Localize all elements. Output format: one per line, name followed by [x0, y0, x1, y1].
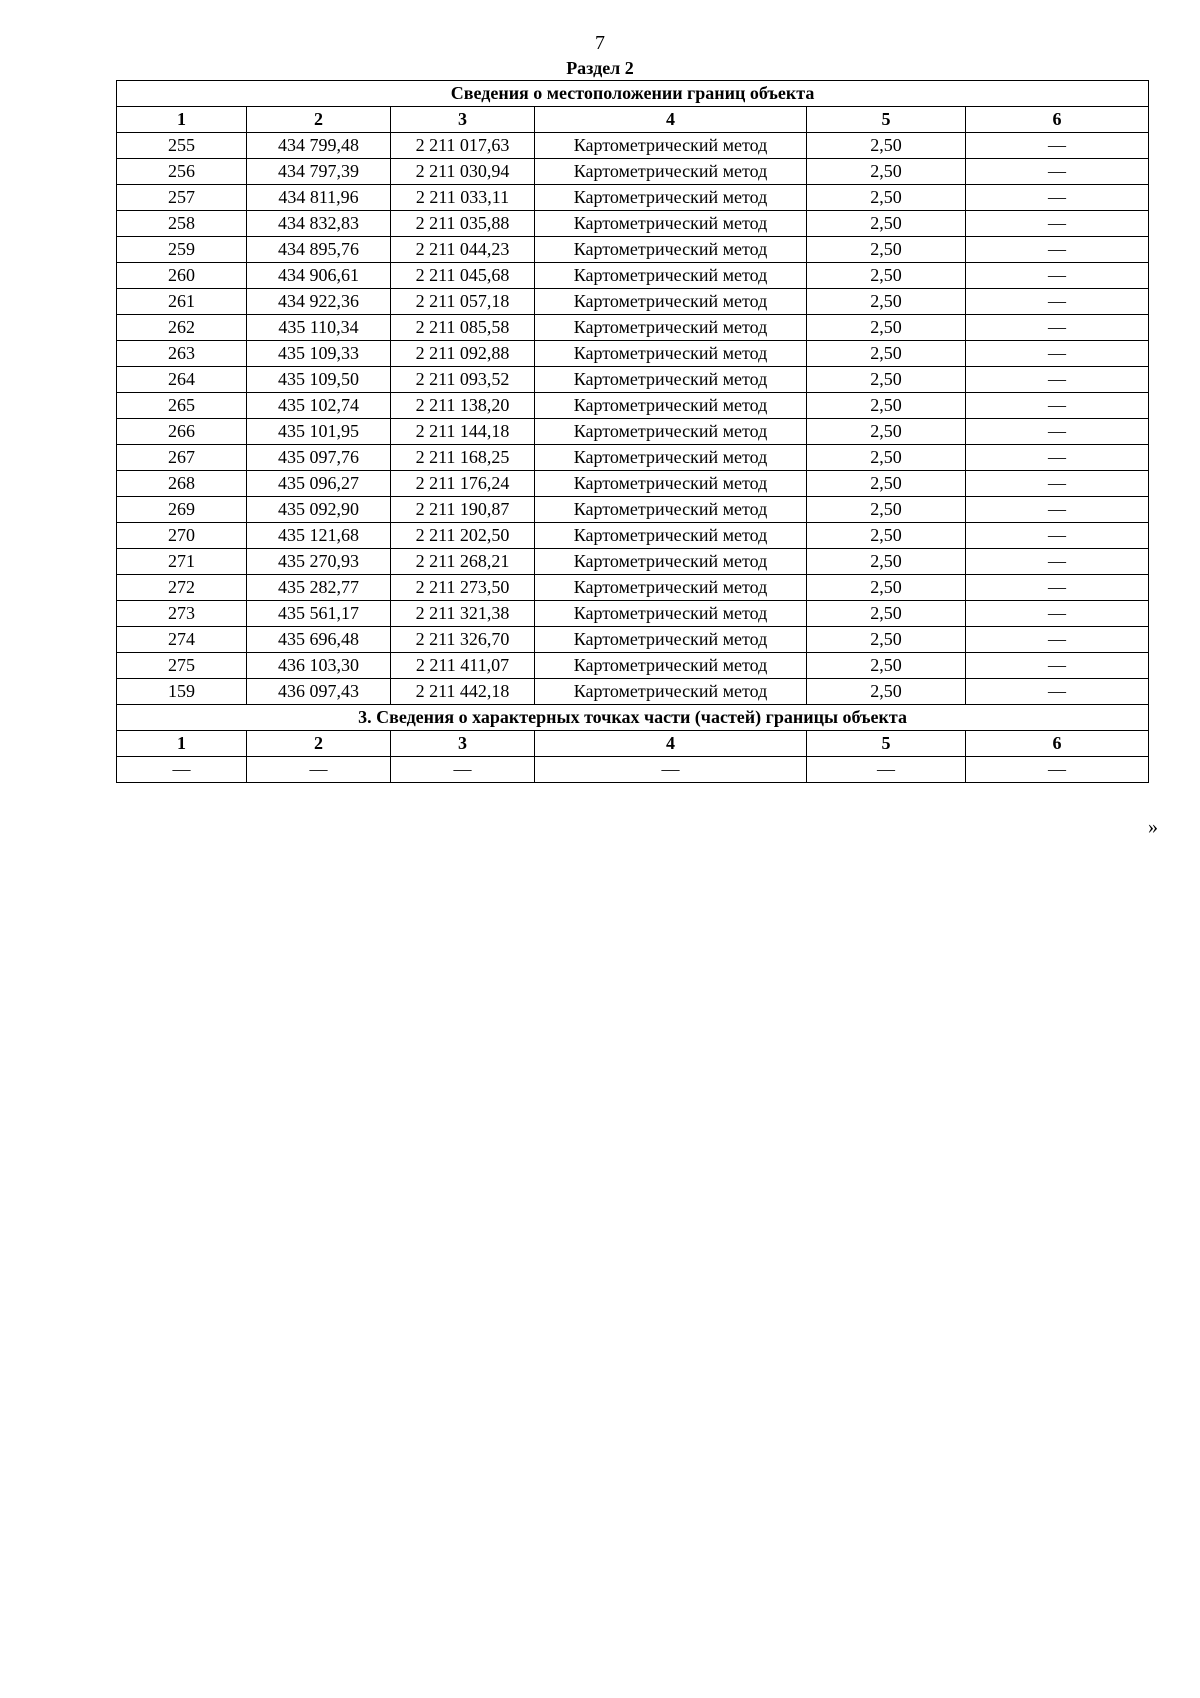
- table-cell: 2 211 033,11: [391, 185, 535, 211]
- table-cell: 435 109,33: [247, 341, 391, 367]
- table-cell: 2,50: [807, 263, 966, 289]
- table-cell: —: [966, 627, 1149, 653]
- table-cell: 434 906,61: [247, 263, 391, 289]
- table-cell: 436 103,30: [247, 653, 391, 679]
- table-cell: 257: [117, 185, 247, 211]
- table-cell: 2 211 093,52: [391, 367, 535, 393]
- table-cell: 2 211 268,21: [391, 549, 535, 575]
- column-header: 2: [247, 731, 391, 757]
- table-row: [117, 757, 1149, 783]
- table-cell: —: [117, 757, 247, 783]
- table-row: [117, 185, 1149, 211]
- table-cell: 435 101,95: [247, 419, 391, 445]
- table-cell: Картометрический метод: [535, 601, 807, 627]
- table-row: [117, 549, 1149, 575]
- table-cell: —: [966, 445, 1149, 471]
- table-cell: 435 121,68: [247, 523, 391, 549]
- table-cell: 275: [117, 653, 247, 679]
- table-cell: 267: [117, 445, 247, 471]
- table-cell: —: [391, 757, 535, 783]
- table-cell: 255: [117, 133, 247, 159]
- column-header: 3: [391, 107, 535, 133]
- table-cell: —: [966, 289, 1149, 315]
- header-row: [117, 107, 1149, 133]
- table-cell: Картометрический метод: [535, 575, 807, 601]
- table-row: [117, 497, 1149, 523]
- column-header: 4: [535, 731, 807, 757]
- table-cell: 436 097,43: [247, 679, 391, 705]
- table-cell: 264: [117, 367, 247, 393]
- table-cell: 2,50: [807, 679, 966, 705]
- section3-header-row: [117, 731, 1149, 757]
- table-cell: 265: [117, 393, 247, 419]
- table-cell: 2 211 017,63: [391, 133, 535, 159]
- table-cell: —: [966, 211, 1149, 237]
- table-cell: 2 211 176,24: [391, 471, 535, 497]
- table-cell: 274: [117, 627, 247, 653]
- table-row: [117, 601, 1149, 627]
- table-cell: —: [966, 757, 1149, 783]
- table-cell: Картометрический метод: [535, 445, 807, 471]
- table-cell: —: [966, 133, 1149, 159]
- table-cell: 2,50: [807, 393, 966, 419]
- table-cell: —: [966, 315, 1149, 341]
- column-header: 1: [117, 107, 247, 133]
- table-cell: 2 211 045,68: [391, 263, 535, 289]
- table-cell: 256: [117, 159, 247, 185]
- column-header: 2: [247, 107, 391, 133]
- table-row: [117, 679, 1149, 705]
- table-cell: 434 895,76: [247, 237, 391, 263]
- table-cell: 2,50: [807, 419, 966, 445]
- table-cell: 434 832,83: [247, 211, 391, 237]
- table-row: [117, 419, 1149, 445]
- table-cell: —: [966, 679, 1149, 705]
- table-cell: 271: [117, 549, 247, 575]
- column-header: 5: [807, 107, 966, 133]
- table-cell: 2 211 138,20: [391, 393, 535, 419]
- table-row: [117, 211, 1149, 237]
- table-cell: 272: [117, 575, 247, 601]
- table-cell: 2,50: [807, 315, 966, 341]
- table-cell: 2 211 044,23: [391, 237, 535, 263]
- column-header: 5: [807, 731, 966, 757]
- table-cell: Картометрический метод: [535, 211, 807, 237]
- table-cell: 2,50: [807, 185, 966, 211]
- table-cell: —: [966, 497, 1149, 523]
- table-cell: 2 211 057,18: [391, 289, 535, 315]
- table-cell: 2,50: [807, 549, 966, 575]
- table-cell: —: [966, 471, 1149, 497]
- table-cell: —: [966, 549, 1149, 575]
- table-cell: Картометрический метод: [535, 341, 807, 367]
- table-row: [117, 341, 1149, 367]
- table-row: [117, 159, 1149, 185]
- table-cell: —: [807, 757, 966, 783]
- table-cell: 434 799,48: [247, 133, 391, 159]
- table-cell: 2,50: [807, 601, 966, 627]
- table-cell: 2,50: [807, 627, 966, 653]
- table-cell: 2,50: [807, 159, 966, 185]
- table-row: [117, 471, 1149, 497]
- table-cell: Картометрический метод: [535, 549, 807, 575]
- table-cell: Картометрический метод: [535, 497, 807, 523]
- table-cell: Картометрический метод: [535, 419, 807, 445]
- table-row: [117, 653, 1149, 679]
- table-row: [117, 627, 1149, 653]
- table-cell: —: [966, 367, 1149, 393]
- table-cell: Картометрический метод: [535, 653, 807, 679]
- table-caption-row: [117, 81, 1149, 107]
- table-cell: —: [247, 757, 391, 783]
- table-cell: —: [966, 419, 1149, 445]
- table-row: [117, 575, 1149, 601]
- table-cell: 259: [117, 237, 247, 263]
- table-row: [117, 263, 1149, 289]
- column-header: 6: [966, 731, 1149, 757]
- column-header: 3: [391, 731, 535, 757]
- table-cell: Картометрический метод: [535, 471, 807, 497]
- table-cell: Картометрический метод: [535, 315, 807, 341]
- table-cell: —: [966, 601, 1149, 627]
- table-cell: Картометрический метод: [535, 679, 807, 705]
- column-header: 1: [117, 731, 247, 757]
- table-cell: —: [966, 237, 1149, 263]
- table-cell: 435 102,74: [247, 393, 391, 419]
- table-cell: 2,50: [807, 133, 966, 159]
- table-cell: 2 211 411,07: [391, 653, 535, 679]
- table-cell: Картометрический метод: [535, 185, 807, 211]
- table-cell: 435 110,34: [247, 315, 391, 341]
- table-cell: —: [966, 341, 1149, 367]
- table-cell: 2,50: [807, 497, 966, 523]
- table-cell: 435 270,93: [247, 549, 391, 575]
- table-cell: 434 811,96: [247, 185, 391, 211]
- table-cell: 2,50: [807, 341, 966, 367]
- table-cell: 2,50: [807, 445, 966, 471]
- table-cell: 435 696,48: [247, 627, 391, 653]
- table-row: [117, 445, 1149, 471]
- table-cell: 2,50: [807, 237, 966, 263]
- table-cell: 435 092,90: [247, 497, 391, 523]
- table-cell: 260: [117, 263, 247, 289]
- table-cell: 273: [117, 601, 247, 627]
- table-cell: 258: [117, 211, 247, 237]
- table-cell: Картометрический метод: [535, 523, 807, 549]
- table-cell: Картометрический метод: [535, 159, 807, 185]
- table-cell: Картометрический метод: [535, 289, 807, 315]
- table-cell: —: [966, 263, 1149, 289]
- table-cell: 435 096,27: [247, 471, 391, 497]
- table-row: [117, 237, 1149, 263]
- table-cell: 2 211 144,18: [391, 419, 535, 445]
- table-cell: 2 211 030,94: [391, 159, 535, 185]
- table-cell: 2 211 035,88: [391, 211, 535, 237]
- table-cell: —: [966, 159, 1149, 185]
- table-cell: 261: [117, 289, 247, 315]
- section3-caption: 3. Сведения о характерных точках части (частей) границы объекта: [117, 705, 1149, 731]
- table-cell: 2,50: [807, 367, 966, 393]
- table-cell: 2 211 202,50: [391, 523, 535, 549]
- table-row: [117, 367, 1149, 393]
- table-cell: Картометрический метод: [535, 237, 807, 263]
- table-cell: 2 211 273,50: [391, 575, 535, 601]
- table-row: [117, 289, 1149, 315]
- table-cell: Картометрический метод: [535, 367, 807, 393]
- table-cell: 268: [117, 471, 247, 497]
- table-cell: 2 211 085,58: [391, 315, 535, 341]
- table-cell: 2,50: [807, 471, 966, 497]
- table-cell: 2 211 190,87: [391, 497, 535, 523]
- table-cell: —: [966, 393, 1149, 419]
- table-cell: 2,50: [807, 653, 966, 679]
- table-cell: 263: [117, 341, 247, 367]
- table-cell: 435 561,17: [247, 601, 391, 627]
- table-cell: 262: [117, 315, 247, 341]
- table-row: [117, 315, 1149, 341]
- table-cell: —: [966, 185, 1149, 211]
- table-cell: 2,50: [807, 575, 966, 601]
- table-cell: —: [966, 653, 1149, 679]
- table-row: [117, 133, 1149, 159]
- table-cell: 435 097,76: [247, 445, 391, 471]
- table-cell: 2 211 442,18: [391, 679, 535, 705]
- table-cell: Картометрический метод: [535, 133, 807, 159]
- closing-quote: »: [1148, 816, 1158, 838]
- table-cell: —: [966, 523, 1149, 549]
- column-header: 4: [535, 107, 807, 133]
- table-cell: 159: [117, 679, 247, 705]
- table-row: [117, 393, 1149, 419]
- table-cell: 2,50: [807, 523, 966, 549]
- table-caption: Сведения о местоположении границ объекта: [117, 81, 1149, 107]
- table-cell: 266: [117, 419, 247, 445]
- section3-caption-row: [117, 705, 1149, 731]
- table-cell: —: [966, 575, 1149, 601]
- table-cell: 434 797,39: [247, 159, 391, 185]
- section-title: Раздел 2: [566, 58, 634, 78]
- table-body: [117, 81, 1149, 783]
- table-cell: 435 109,50: [247, 367, 391, 393]
- table-cell: 2 211 321,38: [391, 601, 535, 627]
- table-cell: 2,50: [807, 289, 966, 315]
- table-cell: 434 922,36: [247, 289, 391, 315]
- table-cell: —: [535, 757, 807, 783]
- page-number: 7: [595, 32, 605, 54]
- table-cell: 435 282,77: [247, 575, 391, 601]
- table-cell: 2 211 168,25: [391, 445, 535, 471]
- boundary-coordinates-table: [116, 80, 1149, 783]
- table-cell: 270: [117, 523, 247, 549]
- table-cell: 2 211 092,88: [391, 341, 535, 367]
- table-row: [117, 523, 1149, 549]
- table-cell: Картометрический метод: [535, 393, 807, 419]
- table-cell: Картометрический метод: [535, 263, 807, 289]
- column-header: 6: [966, 107, 1149, 133]
- table-cell: 2 211 326,70: [391, 627, 535, 653]
- table-cell: Картометрический метод: [535, 627, 807, 653]
- table-cell: 269: [117, 497, 247, 523]
- table-cell: 2,50: [807, 211, 966, 237]
